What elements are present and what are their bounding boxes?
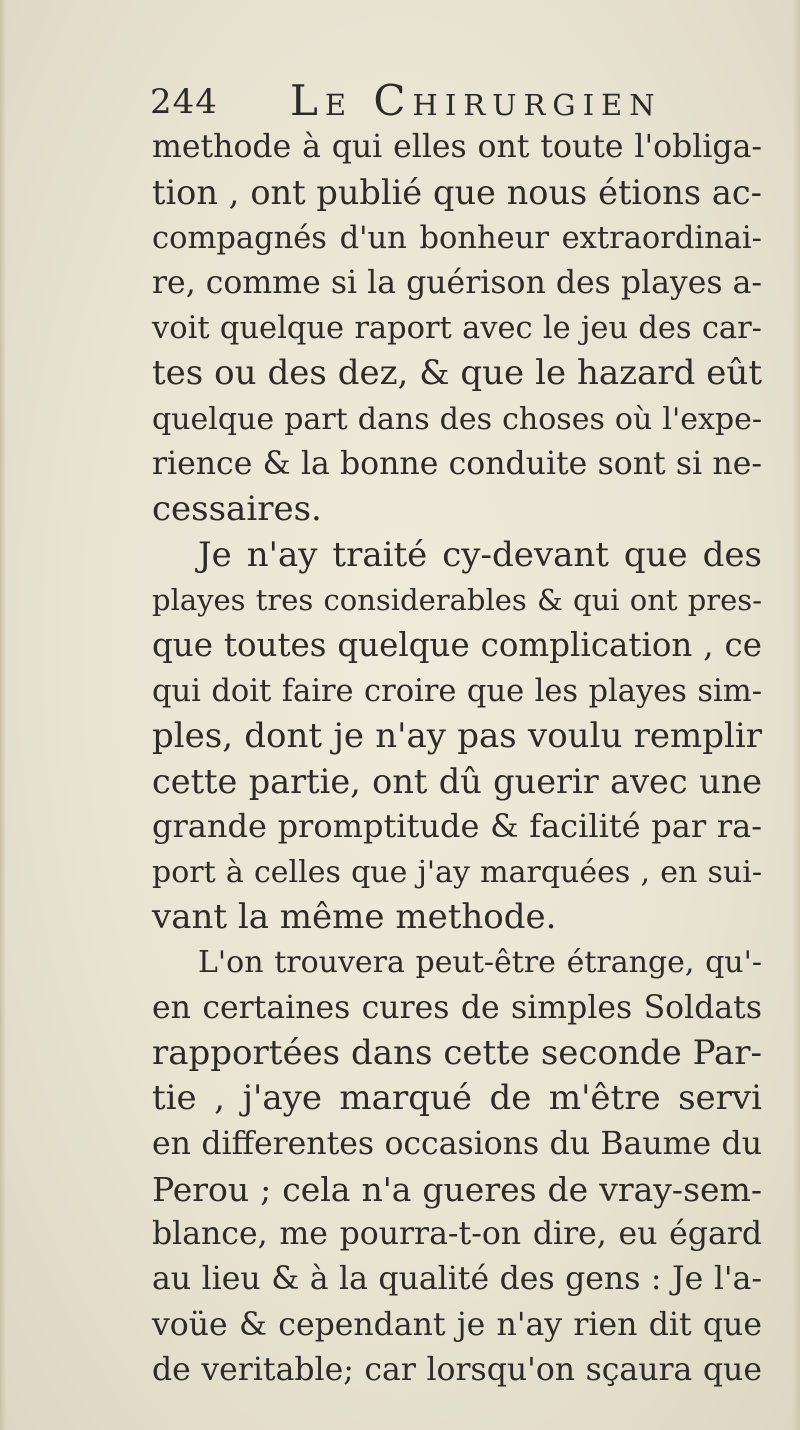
- text-line: rience & la bonne conduite sont si ne-: [152, 446, 762, 483]
- text-line: port à celles que j'ay marquées , en sui-: [152, 854, 762, 890]
- running-head: Le Chirurgien: [290, 76, 662, 125]
- text-line: compagnés d'un bonheur extraordinai-: [152, 220, 762, 256]
- text-line: au lieu & à la qualité des gens : Je l'a-: [152, 1261, 762, 1298]
- text-line: en certaines cures de simples Soldats: [152, 989, 762, 1026]
- text-line: methode à qui elles ont toute l'obliga-: [152, 129, 762, 165]
- text-line: voüe & cependant je n'ay rien dit que: [152, 1306, 762, 1343]
- text-line: tes ou des dez, & que le hazard eût: [152, 353, 762, 394]
- text-line: de veritable; car lorsqu'on sçaura que: [152, 1352, 762, 1389]
- page-number: 244: [150, 82, 218, 122]
- page-edge-left: [0, 0, 6, 1430]
- text-line: voit quelque raport avec le jeu des car-: [152, 311, 762, 347]
- paragraph-start-line: Je n'ay traité cy-devant que des: [198, 534, 762, 575]
- text-line: quelque part dans des choses où l'expe-: [152, 401, 762, 437]
- page-edge-right: [792, 0, 800, 1430]
- paragraph-start-line: L'on trouvera peut-être étrange, qu'-: [198, 945, 762, 981]
- text-line: en differentes occasions du Baume du: [152, 1125, 762, 1162]
- text-line: blance, me pourra-t-on dire, eu égard: [152, 1216, 762, 1253]
- text-line: Perou ; cela n'a gueres de vray-sem-: [152, 1169, 762, 1209]
- page-header: [150, 76, 760, 132]
- text-line: ples, dont je n'ay pas voulu remplir: [152, 715, 762, 756]
- body-text: [152, 125, 762, 1393]
- text-line: grande promptitude & facilité par ra-: [152, 807, 762, 846]
- text-line: tion , ont publié que nous étions ac-: [152, 173, 762, 213]
- text-line: cessaires.: [152, 489, 322, 530]
- text-line: cette partie, ont dû guerir avec une: [152, 762, 762, 802]
- text-line: rapportées dans cette seconde Par-: [152, 1032, 762, 1073]
- text-line: re, comme si la guérison des playes a-: [152, 264, 762, 301]
- text-line: que toutes quelque complication , ce: [152, 626, 762, 665]
- text-line: vant la même methode.: [152, 897, 557, 938]
- text-line: playes tres considerables & qui ont pres-: [152, 582, 762, 617]
- text-line: tie , j'aye marqué de m'être servi: [152, 1078, 762, 1119]
- text-line: qui doit faire croire que les playes sim-: [152, 673, 762, 709]
